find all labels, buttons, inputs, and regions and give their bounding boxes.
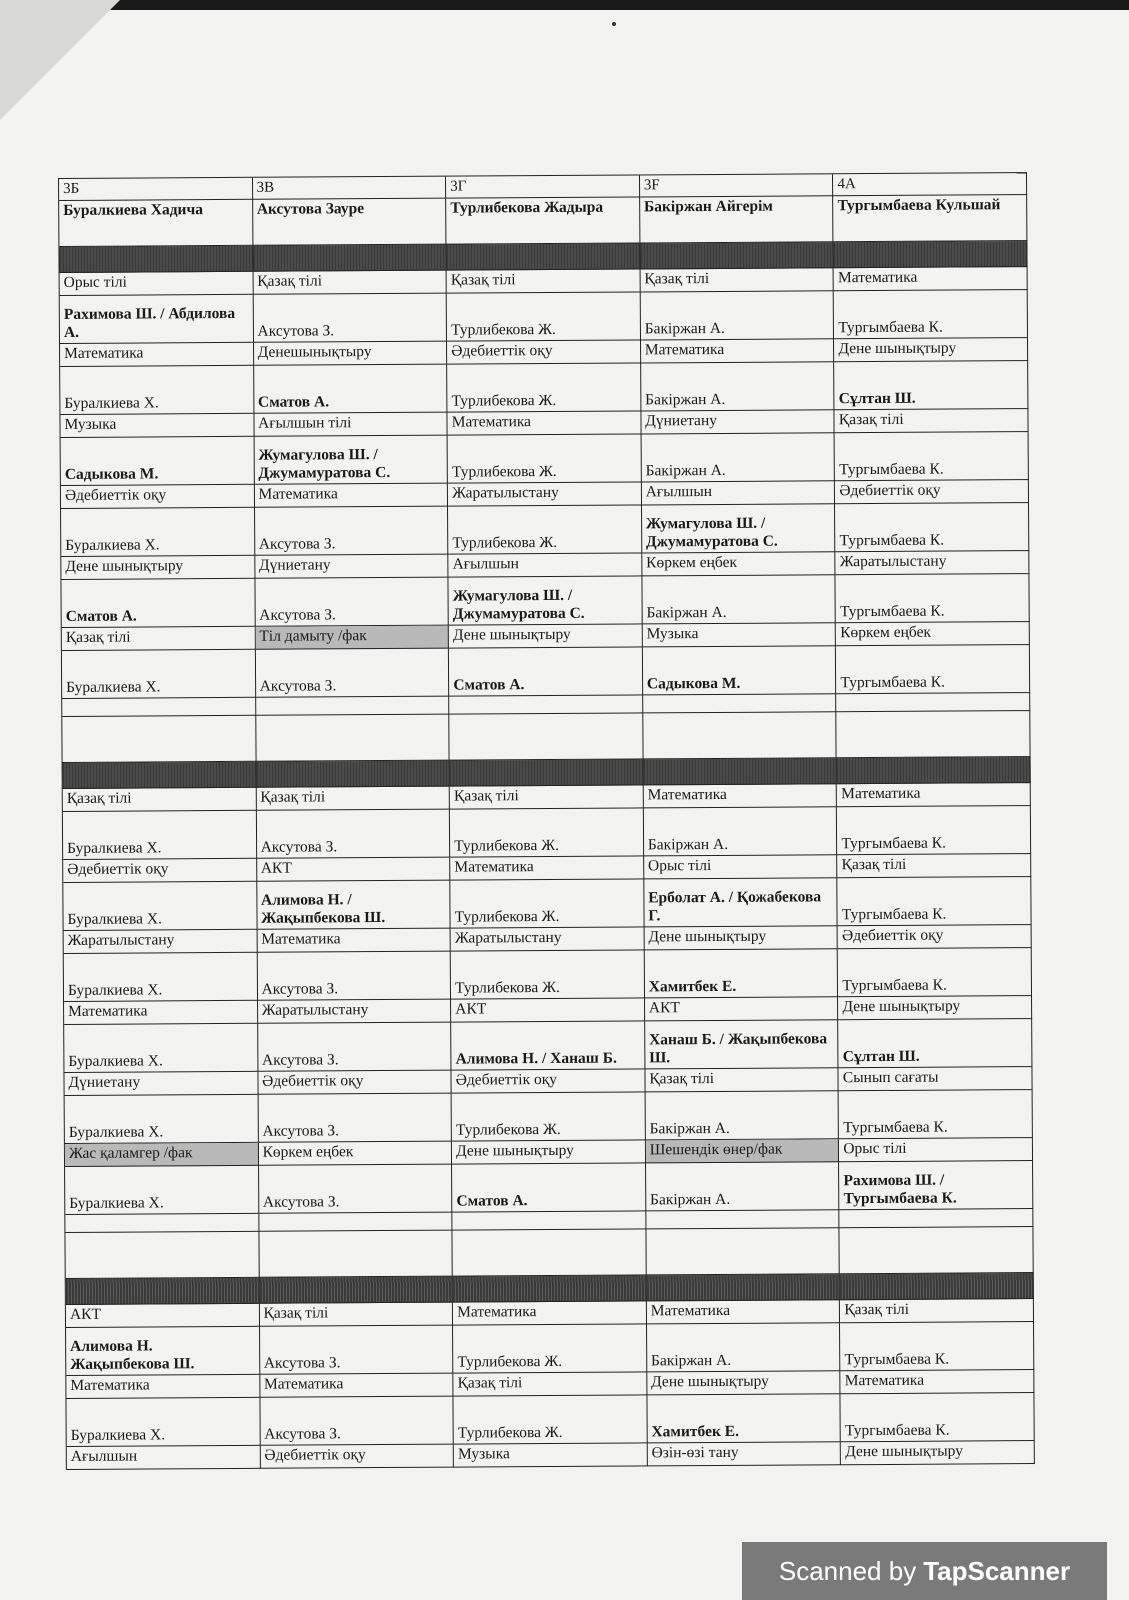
teacher-row bbox=[65, 1161, 1033, 1215]
subject-cell: АКТ bbox=[257, 858, 451, 882]
teacher-name: Бакіржан А. bbox=[649, 1119, 730, 1138]
teacher-cell bbox=[260, 1326, 454, 1375]
teacher-cell bbox=[60, 295, 254, 344]
teacher-cell bbox=[257, 952, 451, 1001]
teacher-name: Бакіржан А. bbox=[650, 1351, 732, 1370]
teacher-row bbox=[64, 1019, 1032, 1073]
teacher-cell bbox=[449, 647, 643, 696]
teacher-name: Тургымбаева К. bbox=[839, 531, 945, 550]
teacher-row bbox=[61, 574, 1029, 628]
subject-cell: Қазақ тілі bbox=[645, 1068, 839, 1092]
subject-cell: Әдебиеттік оқу bbox=[835, 480, 1029, 504]
empty-cell bbox=[837, 711, 1031, 758]
subject-cell: Дене шынықтыру bbox=[841, 1441, 1035, 1465]
teacher-name: Турлибекова Ж. bbox=[455, 1120, 561, 1139]
day-block-2 bbox=[63, 757, 1034, 1279]
subject-cell: Көркем еңбек bbox=[642, 552, 836, 576]
divider-cell bbox=[837, 757, 1031, 784]
subject-cell: Математика bbox=[450, 856, 644, 880]
teacher-name: Сұлтан Ш. bbox=[842, 1047, 920, 1066]
teacher-name: Буралкиева Х. bbox=[65, 536, 160, 554]
teacher-cell bbox=[641, 362, 835, 411]
day-block-1 bbox=[59, 241, 1030, 763]
teacher-cell bbox=[452, 1163, 646, 1212]
teacher-cell bbox=[647, 1394, 841, 1443]
subject-cell: Математика bbox=[66, 1375, 260, 1399]
subject-cell: Жаратылыстану bbox=[836, 551, 1030, 575]
teacher-name: Аксутова З. bbox=[261, 1051, 339, 1069]
subject-row bbox=[67, 1441, 1035, 1470]
speck bbox=[612, 22, 616, 26]
divider-cell bbox=[646, 1274, 840, 1301]
empty-row bbox=[62, 711, 1030, 763]
class-cell: 3Г bbox=[446, 175, 640, 198]
teacher-name: Буралкиева Х. bbox=[69, 1194, 164, 1212]
teacher-cell bbox=[640, 291, 834, 340]
teacher-cell bbox=[65, 1095, 259, 1144]
teacher-cell bbox=[839, 1161, 1033, 1210]
teacher-name: Тургымбаева К. bbox=[840, 673, 946, 692]
divider-cell bbox=[450, 759, 644, 786]
teacher-cell bbox=[255, 649, 449, 698]
subject-cell: Дене шынықтыру bbox=[61, 556, 255, 580]
teacher-name: Турлибекова Ж. bbox=[454, 907, 560, 926]
empty-cell bbox=[256, 697, 450, 716]
teacher-cell bbox=[645, 1091, 839, 1140]
teacher-name: Буралкиева Х. bbox=[67, 910, 163, 928]
subject-cell: Әдебиеттік оқу bbox=[61, 485, 255, 509]
empty-cell bbox=[259, 1213, 453, 1232]
subject-cell: Математика bbox=[60, 343, 254, 367]
empty-cell bbox=[256, 715, 450, 762]
teacher-row bbox=[60, 361, 1028, 415]
teacher-name: Аксутова З. bbox=[263, 1354, 341, 1372]
subject-cell: Дене шынықтыру bbox=[449, 624, 643, 648]
teacher-cell bbox=[64, 1024, 258, 1073]
subject-cell: Әдебиеттік оқу bbox=[63, 859, 257, 883]
teacher-cell bbox=[840, 1322, 1034, 1371]
divider-cell bbox=[253, 245, 447, 272]
teacher-name: Турлибекова Ж. bbox=[451, 462, 557, 481]
empty-cell bbox=[65, 1232, 259, 1279]
teacher-row bbox=[60, 290, 1028, 344]
subject-cell: Әдебиеттік оқу bbox=[260, 1445, 454, 1469]
teacher-name: Аксутова З. bbox=[258, 535, 336, 553]
teacher-row bbox=[62, 645, 1030, 699]
empty-cell bbox=[449, 695, 643, 714]
teacher-row bbox=[65, 1090, 1033, 1144]
teacher-cell bbox=[835, 503, 1029, 552]
subject-cell: Қазақ тілі bbox=[62, 627, 256, 651]
teacher-name: Турлибекова Ж. bbox=[452, 533, 558, 552]
teacher-name: Аксутова З. bbox=[257, 322, 335, 340]
subject-cell: Музыка bbox=[643, 623, 837, 647]
teacher-cell bbox=[61, 437, 255, 486]
subject-cell: Қазақ тілі bbox=[840, 1299, 1034, 1323]
teacher-name: Бакіржан А. bbox=[647, 835, 729, 854]
subject-cell: Өзін-өзі тану bbox=[648, 1442, 842, 1466]
teacher-cell bbox=[259, 1165, 453, 1214]
subject-cell: Математика bbox=[254, 484, 448, 508]
subject-cell: Дене шынықтыру bbox=[452, 1140, 646, 1164]
homeroom-teacher: Тургымбаева Кульшай bbox=[834, 195, 1028, 242]
divider-cell bbox=[453, 1275, 647, 1302]
teacher-cell bbox=[253, 294, 447, 343]
empty-cell bbox=[643, 712, 837, 759]
teacher-cell bbox=[63, 811, 257, 860]
teacher-name: Тургымбаева К. bbox=[842, 976, 947, 995]
subject-cell: Көркем еңбек bbox=[836, 622, 1030, 646]
divider-cell bbox=[63, 762, 257, 789]
divider-cell bbox=[259, 1277, 453, 1304]
empty-cell bbox=[65, 1214, 259, 1233]
teacher-cell bbox=[258, 1094, 452, 1143]
empty-row bbox=[65, 1227, 1033, 1279]
subject-cell: Ағылшын тілі bbox=[254, 413, 448, 437]
teacher-name: Жумагулова Ш. / Джумамуратова С. bbox=[645, 514, 778, 551]
subject-cell: Жаратылыстану bbox=[64, 930, 258, 954]
teacher-name: Тургымбаева К. bbox=[841, 905, 947, 924]
teacher-cell bbox=[254, 365, 448, 414]
subject-cell: Ағылшын bbox=[67, 1446, 261, 1470]
watermark-prefix: Scanned by bbox=[778, 1555, 917, 1586]
teacher-name: Буралкиева Х. bbox=[64, 394, 159, 412]
divider-cell bbox=[447, 243, 641, 270]
teacher-name: Турлибекова Ж. bbox=[457, 1352, 563, 1371]
teacher-name: Бакіржан А. bbox=[649, 1190, 731, 1209]
teacher-name: Ерболат А. / Қожабекова Г. bbox=[648, 888, 822, 925]
teacher-cell bbox=[834, 290, 1028, 339]
divider-cell bbox=[834, 241, 1028, 268]
subject-cell: Жаратылыстану bbox=[258, 1000, 452, 1024]
subject-cell: Дене шынықтыру bbox=[644, 926, 838, 950]
subject-cell: Орыс тілі bbox=[60, 272, 254, 296]
day-block-3 bbox=[66, 1273, 1035, 1470]
class-cell: 4А bbox=[833, 173, 1027, 196]
teacher-row bbox=[61, 432, 1029, 486]
teacher-cell bbox=[62, 650, 256, 699]
homeroom-teacher: Буралкиева Хадича bbox=[59, 200, 253, 247]
subject-cell: Қазақ тілі bbox=[447, 269, 641, 293]
subject-cell: АКТ bbox=[645, 997, 839, 1021]
subject-cell: АКТ bbox=[66, 1304, 260, 1328]
teacher-name: Жумагулова Ш. / Джумамуратова С. bbox=[258, 446, 391, 482]
empty-cell bbox=[646, 1210, 840, 1229]
teacher-header-row bbox=[59, 195, 1027, 247]
subject-cell: Математика bbox=[453, 1301, 647, 1325]
teacher-name: Аксутова З. bbox=[259, 677, 337, 695]
subject-cell: Математика bbox=[260, 1374, 454, 1398]
subject-cell: Дүниетану bbox=[64, 1072, 258, 1096]
teacher-cell bbox=[645, 949, 839, 998]
subject-cell: Қазақ тілі bbox=[450, 785, 644, 809]
teacher-name: Алимова Н. Жақыпбекова Ш. bbox=[70, 1337, 195, 1373]
teacher-name: Хамитбек Е. bbox=[648, 977, 737, 996]
teacher-name: Бакіржан А. bbox=[645, 390, 726, 409]
teacher-name: Аксутова З. bbox=[261, 980, 339, 998]
teacher-cell bbox=[644, 878, 838, 927]
subject-cell: Математика bbox=[837, 783, 1031, 807]
teacher-row bbox=[64, 948, 1032, 1002]
subject-cell: Әдебиеттік оқу bbox=[838, 925, 1032, 949]
teacher-cell bbox=[451, 950, 645, 999]
empty-cell bbox=[646, 1228, 840, 1275]
teacher-name: Аксутова З. bbox=[262, 1122, 340, 1140]
teacher-name: Тургымбаева К. bbox=[839, 460, 944, 479]
teacher-name: Садыкова М. bbox=[646, 674, 741, 693]
subject-cell: Қазақ тілі bbox=[63, 788, 257, 812]
teacher-name: Турлибекова Ж. bbox=[451, 320, 556, 339]
teacher-name: Рахимова Ш. / Абдилова А. bbox=[63, 304, 236, 341]
homeroom-teacher: Бакіржан Айгерім bbox=[640, 196, 834, 243]
teacher-cell bbox=[64, 953, 258, 1002]
subject-cell: Дүниетану bbox=[641, 410, 835, 434]
teacher-cell bbox=[644, 807, 838, 856]
teacher-cell bbox=[447, 363, 641, 412]
teacher-cell bbox=[66, 1398, 260, 1447]
teacher-name: Садыкова М. bbox=[64, 465, 159, 483]
teacher-cell bbox=[837, 806, 1031, 855]
subject-cell: Сынып сағаты bbox=[839, 1067, 1033, 1091]
divider-cell bbox=[840, 1273, 1034, 1300]
empty-cell bbox=[837, 693, 1031, 712]
teacher-name: Тургымбаева К. bbox=[838, 318, 943, 337]
subject-cell: Математика bbox=[644, 784, 838, 808]
teacher-name: Буралкиева Х. bbox=[68, 1123, 164, 1141]
teacher-cell bbox=[647, 1323, 841, 1372]
subject-cell: Әдебиеттік оқу bbox=[452, 1069, 646, 1093]
subject-cell: АКТ bbox=[451, 998, 645, 1022]
class-cell: 3В bbox=[253, 177, 447, 200]
teacher-name: Турлибекова Ж. bbox=[455, 978, 560, 997]
subject-cell: Қазақ тілі bbox=[838, 854, 1032, 878]
teacher-name: Тургымбаева К. bbox=[844, 1421, 950, 1440]
subject-cell: Математика bbox=[834, 267, 1028, 291]
empty-cell bbox=[449, 713, 643, 760]
teacher-row bbox=[63, 806, 1031, 860]
teacher-name: Аксутова З. bbox=[259, 606, 336, 624]
subject-cell: Тіл дамыту /фак bbox=[255, 626, 449, 650]
teacher-cell bbox=[643, 646, 837, 695]
teacher-cell bbox=[258, 1023, 452, 1072]
teacher-cell bbox=[454, 1395, 648, 1444]
subject-cell: Математика bbox=[641, 339, 835, 363]
teacher-cell bbox=[448, 505, 642, 554]
empty-cell bbox=[453, 1211, 647, 1230]
teacher-name: Тургымбаева К. bbox=[841, 834, 947, 853]
teacher-cell bbox=[836, 574, 1030, 623]
teacher-cell bbox=[839, 1019, 1033, 1068]
teacher-cell bbox=[451, 1021, 645, 1070]
teacher-row bbox=[61, 503, 1029, 557]
teacher-name: Буралкиева Х. bbox=[67, 839, 162, 857]
empty-cell bbox=[62, 716, 256, 763]
empty-cell bbox=[62, 698, 256, 717]
subject-cell: Қазақ тілі bbox=[453, 1372, 647, 1396]
subject-cell: Қазақ тілі bbox=[256, 787, 450, 811]
subject-cell: Жаратылыстану bbox=[451, 927, 645, 951]
teacher-cell bbox=[254, 436, 448, 485]
teacher-cell bbox=[66, 1327, 260, 1376]
teacher-cell bbox=[255, 578, 449, 627]
teacher-row bbox=[63, 877, 1031, 931]
teacher-name: Буралкиева Х. bbox=[70, 1426, 166, 1444]
subject-cell: Қазақ тілі bbox=[253, 271, 447, 295]
teacher-name: Буралкиева Х. bbox=[66, 678, 161, 696]
homeroom-teacher: Турлибекова Жадыра bbox=[446, 197, 640, 244]
divider-cell bbox=[59, 246, 253, 273]
teacher-cell bbox=[836, 645, 1030, 694]
subject-cell: Жас қаламгер /фак bbox=[65, 1143, 259, 1167]
teacher-name: Сматов А. bbox=[65, 607, 137, 625]
teacher-name: Бакіржан А. bbox=[645, 461, 726, 480]
subject-cell: Ағылшын bbox=[642, 481, 836, 505]
subject-cell: Қазақ тілі bbox=[640, 268, 834, 292]
teacher-name: Алимова Н. / Жақыпбекова Ш. bbox=[260, 891, 386, 927]
empty-cell bbox=[643, 694, 837, 713]
teacher-cell bbox=[641, 433, 835, 482]
teacher-name: Алимова Н. / Ханаш Б. bbox=[455, 1049, 617, 1068]
teacher-name: Сматов А. bbox=[257, 393, 330, 411]
teacher-name: Турлибекова Ж. bbox=[451, 391, 557, 410]
teacher-name: Буралкиева Х. bbox=[68, 1052, 163, 1070]
empty-cell bbox=[840, 1227, 1034, 1274]
folded-corner bbox=[0, 0, 120, 120]
subject-cell: Математика bbox=[841, 1370, 1035, 1394]
teacher-name: Тургымбаева К. bbox=[839, 602, 945, 621]
teacher-name: Аксутова З. bbox=[264, 1425, 341, 1443]
subject-cell: Математика bbox=[257, 929, 451, 953]
teacher-cell bbox=[646, 1162, 840, 1211]
teacher-name: Тургымбаева К. bbox=[844, 1350, 950, 1369]
teacher-cell bbox=[839, 1090, 1033, 1139]
scan-edge bbox=[0, 0, 1129, 10]
teacher-name: Турлибекова Ж. bbox=[454, 836, 560, 855]
subject-cell: Дүниетану bbox=[255, 555, 449, 579]
teacher-cell bbox=[60, 366, 254, 415]
scanner-watermark bbox=[742, 1542, 1107, 1600]
teacher-name: Буралкиева Х. bbox=[67, 981, 163, 999]
subject-cell: Жаратылыстану bbox=[448, 482, 642, 506]
teacher-name: Рахимова Ш. / Тургымбаева К. bbox=[843, 1171, 957, 1208]
subject-cell: Ағылшын bbox=[448, 553, 642, 577]
empty-cell bbox=[840, 1209, 1034, 1228]
subject-cell: Дене шынықтыру bbox=[838, 996, 1032, 1020]
subject-cell: Қазақ тілі bbox=[835, 409, 1029, 433]
subject-cell: Математика bbox=[448, 411, 642, 435]
teacher-name: Сұлтан Ш. bbox=[838, 389, 916, 408]
teacher-cell bbox=[63, 882, 257, 931]
subject-cell: Орыс тілі bbox=[839, 1138, 1033, 1162]
subject-cell: Музыка bbox=[60, 414, 254, 438]
schedule-table bbox=[58, 172, 1035, 1470]
subject-cell: Дене шынықтыру bbox=[647, 1371, 841, 1395]
subject-cell: Математика bbox=[64, 1001, 258, 1025]
subject-cell: Әдебиеттік оқу bbox=[447, 340, 641, 364]
teacher-cell bbox=[841, 1393, 1035, 1442]
subject-cell: Қазақ тілі bbox=[259, 1303, 453, 1327]
subject-cell: Денешынықтыру bbox=[254, 342, 448, 366]
teacher-cell bbox=[838, 877, 1032, 926]
teacher-cell bbox=[450, 879, 644, 928]
subject-cell: Көркем еңбек bbox=[258, 1142, 452, 1166]
teacher-cell bbox=[452, 1092, 646, 1141]
teacher-cell bbox=[448, 434, 642, 483]
teacher-name: Сматов А. bbox=[456, 1192, 528, 1210]
subject-cell: Математика bbox=[647, 1300, 841, 1324]
teacher-cell bbox=[642, 575, 836, 624]
teacher-name: Жумагулова Ш. / Джумамуратова С. bbox=[452, 586, 585, 623]
teacher-cell bbox=[835, 361, 1029, 410]
homeroom-teacher: Аксутова Зауре bbox=[253, 199, 447, 246]
teacher-name: Бакіржан А. bbox=[646, 603, 727, 622]
divider-cell bbox=[256, 761, 450, 788]
divider-cell bbox=[640, 242, 834, 269]
teacher-cell bbox=[449, 576, 643, 625]
teacher-name: Турлибекова Ж. bbox=[457, 1423, 563, 1442]
teacher-row bbox=[66, 1393, 1034, 1447]
teacher-cell bbox=[642, 504, 836, 553]
teacher-cell bbox=[447, 292, 641, 341]
teacher-name: Аксутова З. bbox=[260, 838, 338, 856]
empty-cell bbox=[259, 1231, 453, 1278]
teacher-cell bbox=[645, 1020, 839, 1069]
subject-cell: Музыка bbox=[454, 1443, 648, 1467]
teacher-cell bbox=[256, 810, 450, 859]
subject-cell: Шешендік өнер/фак bbox=[646, 1139, 840, 1163]
teacher-name: Тургымбаева К. bbox=[843, 1118, 948, 1137]
teacher-cell bbox=[838, 948, 1032, 997]
subject-cell: Дене шынықтыру bbox=[834, 338, 1028, 362]
class-cell: 3Б bbox=[59, 178, 253, 201]
watermark-brand: TapScanner bbox=[923, 1555, 1071, 1586]
teacher-cell bbox=[61, 579, 255, 628]
empty-cell bbox=[453, 1229, 647, 1276]
teacher-cell bbox=[453, 1324, 647, 1373]
class-cell: 3F bbox=[640, 174, 834, 197]
teacher-name: Сматов А. bbox=[453, 676, 525, 694]
divider-cell bbox=[643, 758, 837, 785]
teacher-name: Ханаш Б. / Жақыпбекова Ш. bbox=[649, 1030, 828, 1067]
teacher-name: Аксутова З. bbox=[262, 1193, 340, 1211]
teacher-cell bbox=[65, 1166, 259, 1215]
subject-cell: Орыс тілі bbox=[644, 855, 838, 879]
teacher-row bbox=[66, 1322, 1034, 1376]
teacher-cell bbox=[61, 508, 255, 557]
divider-cell bbox=[66, 1278, 260, 1305]
subject-cell: Әдебиеттік оқу bbox=[258, 1071, 452, 1095]
teacher-name: Бакіржан А. bbox=[644, 319, 725, 338]
teacher-cell bbox=[835, 432, 1029, 481]
teacher-cell bbox=[260, 1397, 454, 1446]
teacher-name: Хамитбек Е. bbox=[651, 1422, 740, 1441]
teacher-cell bbox=[255, 507, 449, 556]
teacher-cell bbox=[450, 808, 644, 857]
teacher-cell bbox=[257, 881, 451, 930]
